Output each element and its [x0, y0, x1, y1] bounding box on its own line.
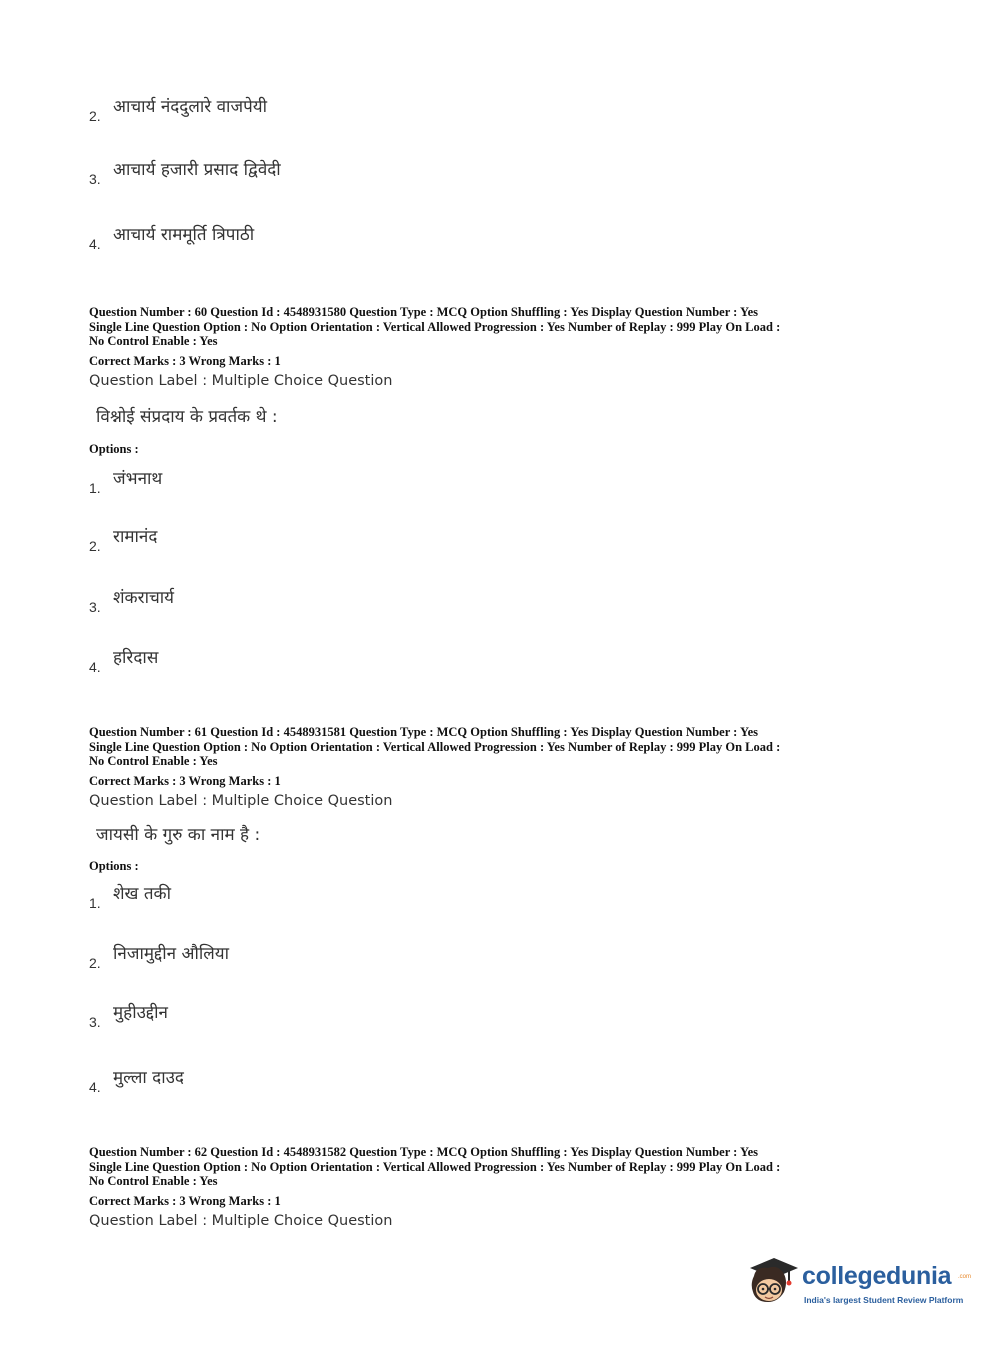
option-text: आचार्य नंददुलारे वाजपेयी	[113, 97, 267, 117]
question-label: Question Label : Multiple Choice Question	[89, 373, 393, 389]
logo-suffix: .com	[958, 1274, 972, 1280]
metadata-line: Single Line Question Option : No Option Orientation : Vertical Allowed Progression : Yes Number of Replay : 999 Play On Load :	[89, 319, 781, 334]
option-text: शंकराचार्य	[113, 588, 175, 608]
option-row	[89, 157, 689, 187]
metadata-line: No Control Enable : Yes	[89, 1174, 218, 1188]
option-row	[89, 645, 689, 675]
metadata-line: No Control Enable : Yes	[89, 334, 218, 348]
question-metadata	[89, 305, 919, 349]
metadata-line: Single Line Question Option : No Option Orientation : Vertical Allowed Progression : Yes Number of Replay : 999 Play On Load :	[89, 739, 781, 754]
option-text: आचार्य राममूर्ति त्रिपाठी	[113, 225, 255, 245]
metadata-line: Single Line Question Option : No Option Orientation : Vertical Allowed Progression : Yes Number of Replay : 999 Play On Load :	[89, 1159, 781, 1174]
question-marks: Correct Marks : 3 Wrong Marks : 1	[89, 774, 281, 788]
question-marks: Correct Marks : 3 Wrong Marks : 1	[89, 1194, 281, 1208]
option-number: 3.	[89, 1014, 101, 1030]
option-number: 3.	[89, 599, 101, 615]
option-number: 2.	[89, 955, 101, 971]
option-row	[89, 1065, 689, 1095]
question-label: Question Label : Multiple Choice Question	[89, 1213, 393, 1229]
metadata-line: Question Number : 60 Question Id : 4548931580 Question Type : MCQ Option Shuffling : Yes Display Question Number : Yes	[89, 305, 759, 319]
option-number: 2.	[89, 538, 101, 554]
option-number: 4.	[89, 236, 101, 252]
option-row	[89, 466, 689, 496]
option-text: जंभनाथ	[113, 469, 163, 489]
option-number: 1.	[89, 480, 101, 496]
collegedunia-logo	[744, 1252, 974, 1314]
logo-tagline: India's largest Student Review Platform	[804, 1295, 964, 1305]
option-row	[89, 94, 689, 124]
option-number: 4.	[89, 1079, 101, 1095]
option-row	[89, 524, 689, 554]
option-text: शेख तकी	[113, 884, 172, 904]
option-number: 1.	[89, 895, 101, 911]
question-text: विश्नोई संप्रदाय के प्रवर्तक थे :	[96, 407, 278, 427]
option-text: मुल्ला दाउद	[113, 1068, 184, 1088]
metadata-line: Question Number : 61 Question Id : 4548931581 Question Type : MCQ Option Shuffling : Yes Display Question Number : Yes	[89, 725, 759, 739]
option-text: मुहीउद्दीन	[113, 1003, 168, 1023]
option-text: हरिदास	[113, 648, 159, 668]
option-row	[89, 585, 689, 615]
mascot-icon	[744, 1252, 800, 1308]
options-heading: Options :	[89, 859, 139, 873]
option-row	[89, 1000, 689, 1030]
logo-wordmark: collegedunia	[802, 1262, 952, 1290]
option-text: रामानंद	[113, 527, 158, 547]
question-metadata	[89, 725, 919, 769]
option-number: 3.	[89, 171, 101, 187]
option-row	[89, 941, 689, 971]
metadata-line: No Control Enable : Yes	[89, 754, 218, 768]
question-text: जायसी के गुरु का नाम है :	[96, 825, 261, 845]
option-text: आचार्य हजारी प्रसाद द्विवेदी	[113, 160, 281, 180]
option-number: 2.	[89, 108, 101, 124]
question-label: Question Label : Multiple Choice Question	[89, 793, 393, 809]
option-number: 4.	[89, 659, 101, 675]
question-marks: Correct Marks : 3 Wrong Marks : 1	[89, 354, 281, 368]
question-metadata	[89, 1145, 919, 1189]
option-row	[89, 222, 689, 252]
metadata-line: Question Number : 62 Question Id : 4548931582 Question Type : MCQ Option Shuffling : Yes Display Question Number : Yes	[89, 1145, 759, 1159]
option-text: निजामुद्दीन औलिया	[113, 944, 230, 964]
option-row	[89, 881, 689, 911]
options-heading: Options :	[89, 442, 139, 456]
